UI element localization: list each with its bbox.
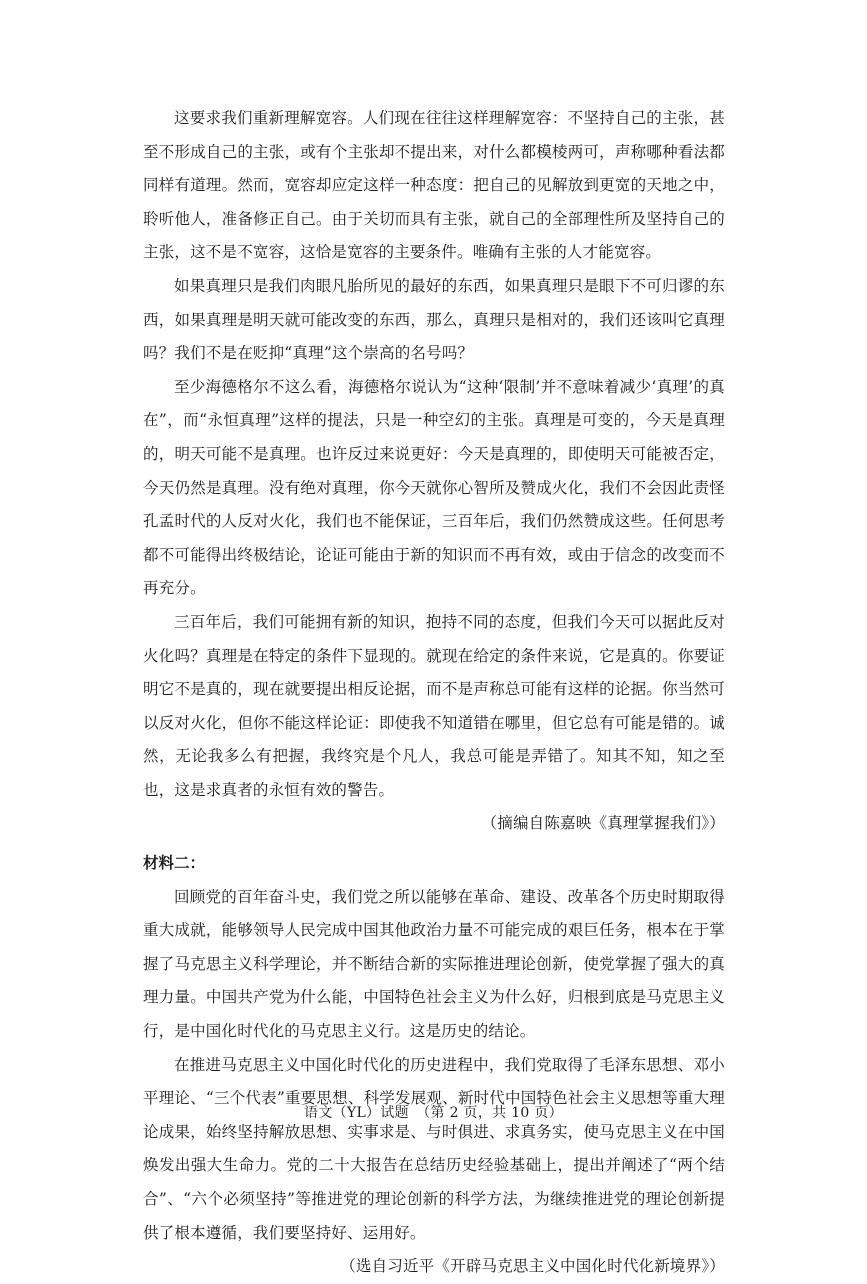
material-two-paragraph-2: 在推进马克思主义中国化时代化的历史进程中，我们党取得了毛泽东思想、邓小平理论、“三个代表”重要思想、科学发展观、新时代中国特色社会主义思想等重大理论成果，始终坚持解放思想、实事求是、与时俱进、求真务实，使马克思主义在中国焕发出强大生命力。党的二十大报告在总结历史经验基础上，提出并阐述了“两个结合”、“六个必须坚持”等推进党的理论创新的科学方法，为继续推进党的理论创新提供了根本遵循，我们要坚持好、运用好。	[143, 1055, 725, 1242]
material-two-heading: 材料二：	[143, 854, 206, 873]
material-two-section	[143, 847, 725, 1284]
material-two-source: （选自习近平《开辟马克思主义中国化时代化新境界》）	[340, 1257, 725, 1276]
material-one-paragraph-4: 三百年后，我们可能拥有新的知识，抱持不同的态度，但我们今天可以据此反对火化吗？真理是在特定的条件下显现的。就现在给定的条件来说，它是真的。你要证明它不是真的，现在就要提出相反论据，而不是声称总可能有这样的论据。你当然可以反对火化，但你不能这样论证：即使我不知道错在哪里，但它总有可能是错的。诚然，无论我多么有把握，我终究是个凡人，我总可能是弄错了。知其不知，知之至也，这是求真者的永恒有效的警告。	[143, 612, 725, 799]
material-one-source: （摘编自陈嘉映《真理掌握我们》）	[481, 814, 725, 833]
material-one-paragraph-1: 这要求我们重新理解宽容。人们现在往往这样理解宽容：不坚持自己的主张，甚至不形成自己的主张，或有个主张却不提出来，对什么都模棱两可，声称哪种看法都同样有道理。然而，宽容却应定这样一种态度：把自己的见解放到更宽的天地之中，聆听他人，准备修正自己。由于关切而具有主张，就自己的全部理性所及坚持自己的主张，这不是不宽容，这恰是宽容的主要条件。唯确有主张的人才能宽容。	[143, 109, 725, 262]
material-one-paragraph-3: 至少海德格尔不这么看，海德格尔说认为“这种‘限制’并不意味着减少‘真理’的真在”，而“永恒真理”这样的提法，只是一种空幻的主张。真理是可变的，今天是真理的，明天可能不是真理。也许反过来说更好：今天是真理的，即使明天可能被否定，今天仍然是真理。没有绝对真理，你今天就你心智所及赞成火化，我们不会因此责怪孔孟时代的人反对火化，我们也不能保证，三百年后，我们仍然赞成这些。任何思考都不可能得出终极结论，论证可能由于新的知识而不再有效，或由于信念的改变而不再充分。	[143, 377, 725, 598]
material-one-section	[143, 102, 725, 841]
page-footer: 语文（YL）试题 （第 2 页，共 10 页）	[304, 1105, 563, 1121]
material-two-paragraph-1: 回顾党的百年奋斗史，我们党之所以能够在革命、建设、改革各个历史时期取得重大成就，能够领导人民完成中国其他政治力量不可能完成的艰巨任务，根本在于掌握了马克思主义科学理论，并不断结合新的实际推进理论创新，使党掌握了强大的真理力量。中国共产党为什么能，中国特色社会主义为什么好，归根到底是马克思主义行，是中国化时代化的马克思主义行。这是历史的结论。	[143, 887, 725, 1041]
material-one-paragraph-2: 如果真理只是我们肉眼凡胎所见的最好的东西，如果真理只是眼下不可归谬的东西，如果真理是明天就可能改变的东西，那么，真理只是相对的，我们还该叫它真理吗？我们不是在贬抑“真理”这个崇高的名号吗？	[143, 276, 725, 363]
